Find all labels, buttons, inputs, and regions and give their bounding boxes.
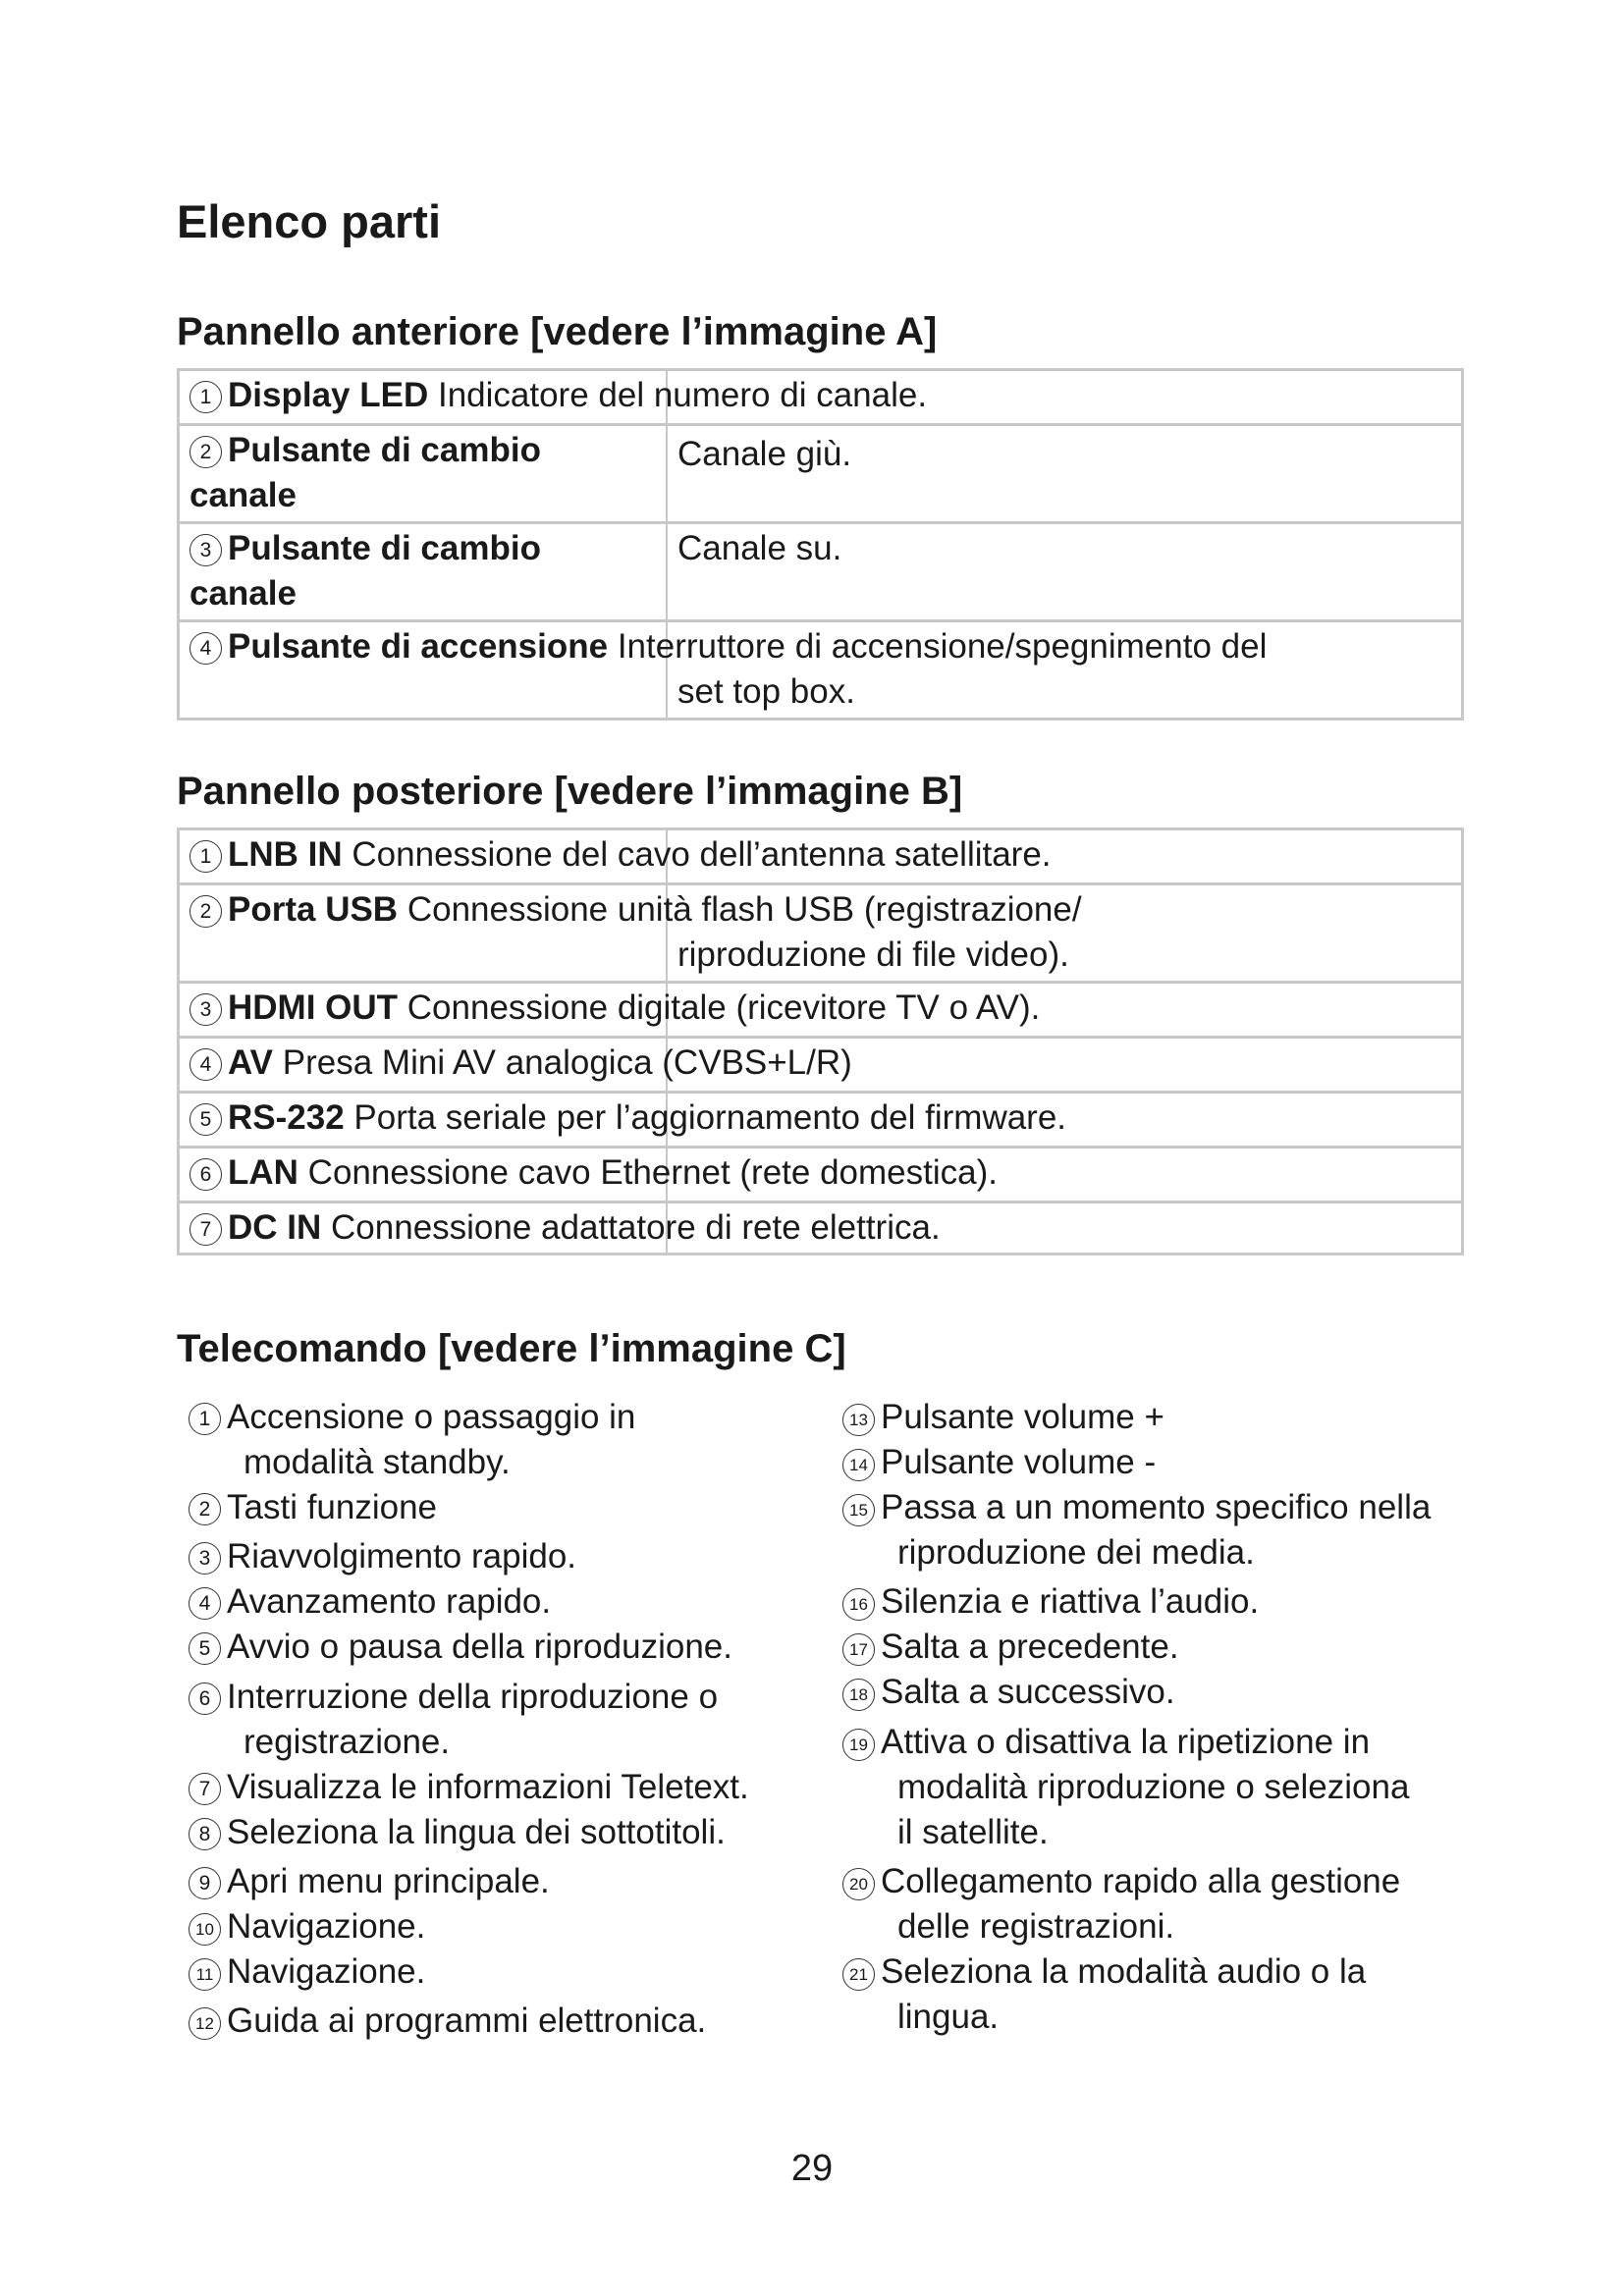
list-item: 2 Tasti funzione <box>189 1485 437 1530</box>
table-row <box>180 371 1461 426</box>
list-item: 13 Pulsante volume + <box>842 1395 1164 1440</box>
table-row <box>180 622 1461 721</box>
table-row <box>180 1094 1461 1148</box>
part-name: RS-232 <box>228 1098 345 1137</box>
rear-panel-table <box>177 828 1464 1255</box>
number-badge: 14 <box>842 1449 875 1481</box>
part-name: Porta USB <box>228 890 399 929</box>
number-badge: 2 <box>189 895 222 928</box>
list-item: 21 Seleziona la modalità audio o la lingua. <box>842 1949 1366 2040</box>
list-item: 18 Salta a successivo. <box>842 1670 1175 1715</box>
number-badge: 11 <box>189 1958 221 1991</box>
number-badge: 5 <box>189 1103 222 1136</box>
number-badge: 6 <box>189 1158 222 1191</box>
part-name: LAN <box>228 1153 298 1192</box>
part-desc: Presa Mini AV analogica (CVBS+L/R) <box>282 1043 852 1082</box>
table-row <box>180 426 1461 524</box>
part-desc-cont: set top box. <box>677 672 855 711</box>
part-name-cont: canale <box>189 476 297 514</box>
table-row <box>180 524 1461 622</box>
table-row <box>180 984 1461 1039</box>
number-badge: 19 <box>842 1729 875 1761</box>
number-badge: 13 <box>842 1404 875 1436</box>
list-item: 20 Collegamento rapido alla gestione delle registrazioni. <box>842 1859 1400 1949</box>
list-item: 3 Riavvolgimento rapido. <box>189 1534 576 1579</box>
number-badge: 4 <box>189 1048 222 1081</box>
list-item: 17 Salta a precedente. <box>842 1625 1179 1670</box>
part-desc: Interruttore di accensione/spegnimento del <box>617 627 1268 666</box>
part-desc: Indicatore del numero di canale. <box>437 376 928 414</box>
number-badge: 9 <box>189 1867 221 1899</box>
number-badge: 21 <box>842 1958 875 1991</box>
part-desc: Connessione adattatore di rete elettrica. <box>331 1208 941 1247</box>
number-badge: 4 <box>189 632 222 665</box>
number-badge: 8 <box>189 1818 221 1850</box>
part-desc: Connessione del cavo dell’antenna satellitare. <box>352 835 1052 874</box>
part-desc: Connessione digitale (ricevitore TV o AV). <box>406 988 1041 1027</box>
list-item: 7 Visualizza le informazioni Teletext. <box>189 1765 749 1810</box>
list-item: 6 Interruzione della riproduzione o registrazione. <box>189 1675 718 1765</box>
part-name-cont: canale <box>189 574 297 613</box>
number-badge: 1 <box>189 1403 221 1435</box>
part-name: Display LED <box>228 376 429 414</box>
part-desc: Canale su. <box>677 529 842 567</box>
number-badge: 2 <box>189 436 222 468</box>
page-number: 29 <box>790 2148 834 2189</box>
page-title: Elenco parti <box>177 195 442 247</box>
list-item: 9 Apri menu principale. <box>189 1859 550 1904</box>
part-name: HDMI OUT <box>228 988 399 1027</box>
part-name: Pulsante di accensione <box>228 627 609 666</box>
number-badge: 18 <box>842 1679 875 1711</box>
part-desc-cont: riproduzione di file video). <box>677 935 1069 974</box>
number-badge: 15 <box>842 1494 875 1526</box>
part-desc: Porta seriale per l’aggiornamento del firmware. <box>353 1098 1067 1137</box>
number-badge: 10 <box>189 1913 221 1946</box>
part-desc: Connessione cavo Ethernet (rete domestica). <box>307 1153 998 1192</box>
number-badge: 1 <box>189 840 222 873</box>
number-badge: 17 <box>842 1633 875 1666</box>
list-item: 14 Pulsante volume - <box>842 1440 1156 1485</box>
part-desc: Canale giù. <box>677 435 852 473</box>
number-badge: 12 <box>189 2007 221 2040</box>
table-row <box>180 1039 1461 1094</box>
list-item: 19 Attiva o disattiva la ripetizione in modalità riproduzione o seleziona il satellite. <box>842 1720 1409 1855</box>
part-name: Pulsante di cambio <box>228 529 541 567</box>
list-item: 12 Guida ai programmi elettronica. <box>189 1999 706 2044</box>
table-row <box>180 1148 1461 1203</box>
rear-panel-heading: Pannello posteriore [vedere l’immagine B] <box>177 770 963 813</box>
table-row <box>180 885 1461 984</box>
part-name: DC IN <box>228 1208 322 1247</box>
list-item: 5 Avvio o pausa della riproduzione. <box>189 1625 732 1670</box>
number-badge: 7 <box>189 1213 222 1246</box>
part-desc: Connessione unità flash USB (registrazione/ <box>406 890 1082 929</box>
list-item: 4 Avanzamento rapido. <box>189 1579 551 1625</box>
number-badge: 7 <box>189 1773 221 1805</box>
number-badge: 16 <box>842 1588 875 1621</box>
remote-heading: Telecomando [vedere l’immagine C] <box>177 1327 846 1370</box>
list-item: 8 Seleziona la lingua dei sottotitoli. <box>189 1810 726 1855</box>
list-item: 16 Silenzia e riattiva l’audio. <box>842 1579 1259 1625</box>
number-badge: 3 <box>189 993 222 1026</box>
number-badge: 20 <box>842 1868 875 1900</box>
part-name: LNB IN <box>228 835 343 874</box>
number-badge: 1 <box>189 381 222 413</box>
front-panel-heading: Pannello anteriore [vedere l’immagine A] <box>177 310 938 353</box>
number-badge: 6 <box>189 1682 221 1715</box>
list-item: 1 Accensione o passaggio in modalità standby. <box>189 1395 635 1485</box>
part-name: AV <box>228 1043 274 1082</box>
number-badge: 4 <box>189 1587 221 1620</box>
number-badge: 5 <box>189 1632 221 1665</box>
number-badge: 3 <box>189 534 222 566</box>
table-row <box>180 1203 1461 1255</box>
number-badge: 2 <box>189 1493 221 1525</box>
list-item: 11 Navigazione. <box>189 1949 425 1995</box>
list-item: 15 Passa a un momento specifico nella riproduzione dei media. <box>842 1485 1431 1575</box>
table-row <box>180 830 1461 885</box>
list-item: 10 Navigazione. <box>189 1904 425 1949</box>
number-badge: 3 <box>189 1542 221 1575</box>
front-panel-table <box>177 368 1464 721</box>
part-name: Pulsante di cambio <box>228 431 541 469</box>
